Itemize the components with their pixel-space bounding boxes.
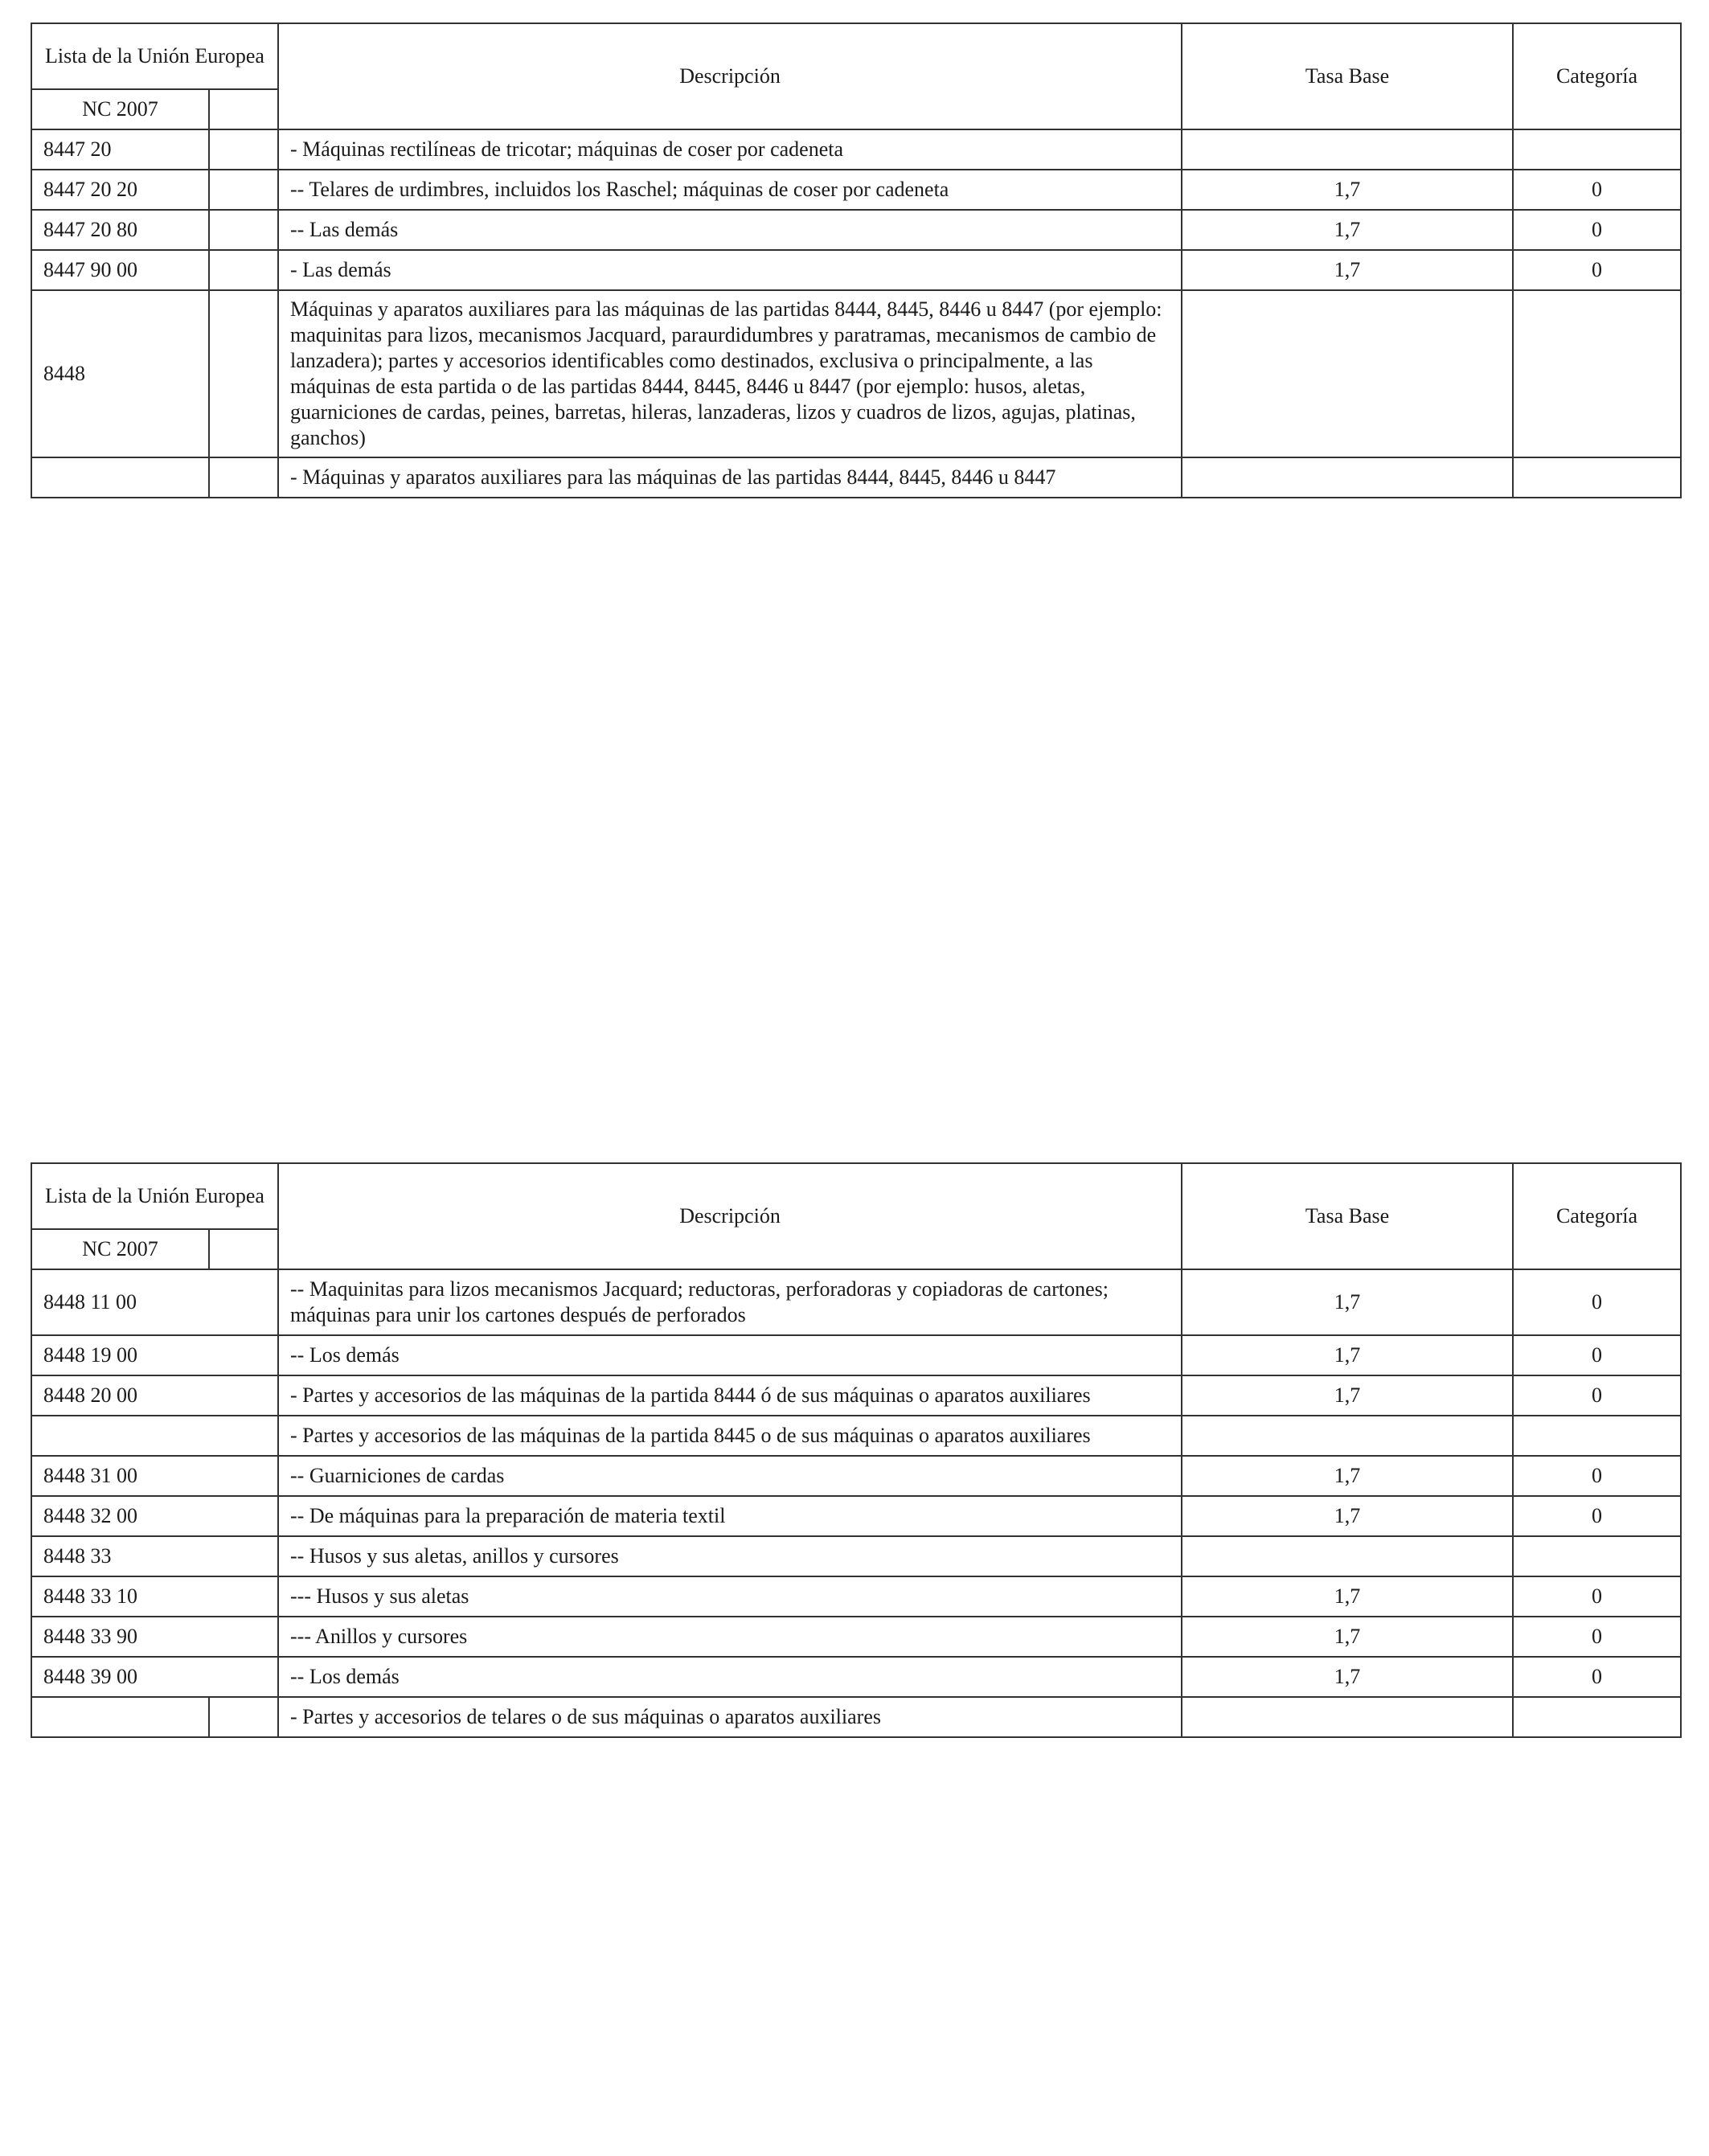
code-cell: 8448 31 00 <box>31 1456 278 1496</box>
description-cell: -- Husos y sus aletas, anillos y cursores <box>278 1536 1182 1576</box>
rate-cell <box>1182 290 1513 457</box>
table-row <box>31 250 1681 290</box>
rate-cell: 1,7 <box>1182 1576 1513 1617</box>
description-cell: -- Telares de urdimbres, incluidos los Raschel; máquinas de coser por cadeneta <box>278 170 1182 210</box>
header-row <box>31 1163 1681 1229</box>
rate-cell <box>1182 1416 1513 1456</box>
header-nc-2007: NC 2007 <box>31 1229 209 1269</box>
description-cell: - Máquinas rectilíneas de tricotar; máquinas de coser por cadeneta <box>278 129 1182 170</box>
rate-cell: 1,7 <box>1182 170 1513 210</box>
header-empty-cell <box>209 89 278 129</box>
tariff-table-1 <box>31 23 1682 498</box>
code-cell: 8447 90 00 <box>31 250 209 290</box>
table-row <box>31 210 1681 250</box>
table-row <box>31 1536 1681 1576</box>
description-cell: -- Los demás <box>278 1335 1182 1375</box>
code-cell: 8448 32 00 <box>31 1496 278 1536</box>
code-cell: 8447 20 <box>31 129 209 170</box>
header-nc-2007: NC 2007 <box>31 89 209 129</box>
category-cell <box>1513 1536 1681 1576</box>
empty-cell <box>209 210 278 250</box>
table-row <box>31 290 1681 457</box>
description-cell: -- Guarniciones de cardas <box>278 1456 1182 1496</box>
table-row <box>31 1456 1681 1496</box>
rate-cell: 1,7 <box>1182 250 1513 290</box>
category-cell: 0 <box>1513 210 1681 250</box>
description-cell: --- Anillos y cursores <box>278 1617 1182 1657</box>
rate-cell: 1,7 <box>1182 1335 1513 1375</box>
rate-cell: 1,7 <box>1182 1617 1513 1657</box>
code-cell: 8448 33 90 <box>31 1617 278 1657</box>
header-base-rate: Tasa Base <box>1182 23 1513 129</box>
table-row <box>31 1617 1681 1657</box>
code-cell: 8448 33 <box>31 1536 278 1576</box>
code-cell: 8448 19 00 <box>31 1335 278 1375</box>
empty-cell <box>209 457 278 498</box>
empty-cell <box>209 170 278 210</box>
header-row <box>31 23 1681 89</box>
description-cell: -- Los demás <box>278 1657 1182 1697</box>
rate-cell: 1,7 <box>1182 1375 1513 1416</box>
header-category: Categoría <box>1513 23 1681 129</box>
code-cell <box>31 1697 209 1737</box>
rate-cell: 1,7 <box>1182 1496 1513 1536</box>
code-cell: 8448 39 00 <box>31 1657 278 1697</box>
rate-cell: 1,7 <box>1182 1269 1513 1335</box>
rate-cell <box>1182 457 1513 498</box>
rate-cell: 1,7 <box>1182 210 1513 250</box>
rate-cell <box>1182 129 1513 170</box>
table-row <box>31 1269 1681 1335</box>
category-cell: 0 <box>1513 1496 1681 1536</box>
code-cell: 8447 20 80 <box>31 210 209 250</box>
header-description: Descripción <box>278 23 1182 129</box>
category-cell: 0 <box>1513 1335 1681 1375</box>
category-cell: 0 <box>1513 250 1681 290</box>
description-cell: -- Maquinitas para lizos mecanismos Jacquard; reductoras, perforadoras y copiadoras de cartones; máquinas para unir los cartones después de perforados <box>278 1269 1182 1335</box>
category-cell: 0 <box>1513 1657 1681 1697</box>
description-cell: -- Las demás <box>278 210 1182 250</box>
description-cell: Máquinas y aparatos auxiliares para las máquinas de las partidas 8444, 8445, 8446 u 8447 (por ejemplo: maquinitas para lizos, mecanismos Jacquard, paraurdidumbres y paratramas, mecanismos de cambio de lanzadera); partes y accesorios identificables como destinados, exclusiva o principalmente, a las máquinas de esta partida o de las partidas 8444, 8445, 8446 u 8447 (por ejemplo: husos, aletas, guarniciones de cardas, peines, barretas, hileras, lanzaderas, lizos y cuadros de lizos, agujas, platinas, ganchos) <box>278 290 1182 457</box>
rate-cell: 1,7 <box>1182 1657 1513 1697</box>
category-cell <box>1513 1697 1681 1737</box>
empty-cell <box>209 129 278 170</box>
table-row <box>31 1375 1681 1416</box>
code-cell: 8448 33 10 <box>31 1576 278 1617</box>
table-row <box>31 1335 1681 1375</box>
category-cell <box>1513 457 1681 498</box>
header-empty-cell <box>209 1229 278 1269</box>
description-cell: --- Husos y sus aletas <box>278 1576 1182 1617</box>
category-cell <box>1513 1416 1681 1456</box>
category-cell <box>1513 290 1681 457</box>
description-cell: - Partes y accesorios de telares o de sus máquinas o aparatos auxiliares <box>278 1697 1182 1737</box>
category-cell: 0 <box>1513 170 1681 210</box>
code-cell <box>31 457 209 498</box>
table-row <box>31 1416 1681 1456</box>
tariff-table-2 <box>31 1162 1682 1738</box>
description-cell: - Máquinas y aparatos auxiliares para las máquinas de las partidas 8444, 8445, 8446 u 8447 <box>278 457 1182 498</box>
code-cell: 8448 11 00 <box>31 1269 278 1335</box>
table-row <box>31 1657 1681 1697</box>
category-cell: 0 <box>1513 1617 1681 1657</box>
category-cell: 0 <box>1513 1375 1681 1416</box>
empty-cell <box>209 250 278 290</box>
header-base-rate: Tasa Base <box>1182 1163 1513 1269</box>
category-cell: 0 <box>1513 1576 1681 1617</box>
description-cell: -- De máquinas para la preparación de materia textil <box>278 1496 1182 1536</box>
description-cell: - Las demás <box>278 250 1182 290</box>
header-description: Descripción <box>278 1163 1182 1269</box>
table-row <box>31 129 1681 170</box>
description-cell: - Partes y accesorios de las máquinas de la partida 8445 o de sus máquinas o aparatos auxiliares <box>278 1416 1182 1456</box>
category-cell: 0 <box>1513 1456 1681 1496</box>
empty-cell <box>209 290 278 457</box>
rate-cell: 1,7 <box>1182 1456 1513 1496</box>
header-category: Categoría <box>1513 1163 1681 1269</box>
description-cell: - Partes y accesorios de las máquinas de la partida 8444 ó de sus máquinas o aparatos auxiliares <box>278 1375 1182 1416</box>
rate-cell <box>1182 1536 1513 1576</box>
code-cell <box>31 1416 278 1456</box>
code-cell: 8448 <box>31 290 209 457</box>
table-row <box>31 1576 1681 1617</box>
rate-cell <box>1182 1697 1513 1737</box>
table-row <box>31 170 1681 210</box>
category-cell: 0 <box>1513 1269 1681 1335</box>
header-eu-list: Lista de la Unión Europea <box>31 23 278 89</box>
table-row <box>31 457 1681 498</box>
empty-cell <box>209 1697 278 1737</box>
code-cell: 8448 20 00 <box>31 1375 278 1416</box>
category-cell <box>1513 129 1681 170</box>
table-row <box>31 1697 1681 1737</box>
header-eu-list: Lista de la Unión Europea <box>31 1163 278 1229</box>
table-row <box>31 1496 1681 1536</box>
code-cell: 8447 20 20 <box>31 170 209 210</box>
